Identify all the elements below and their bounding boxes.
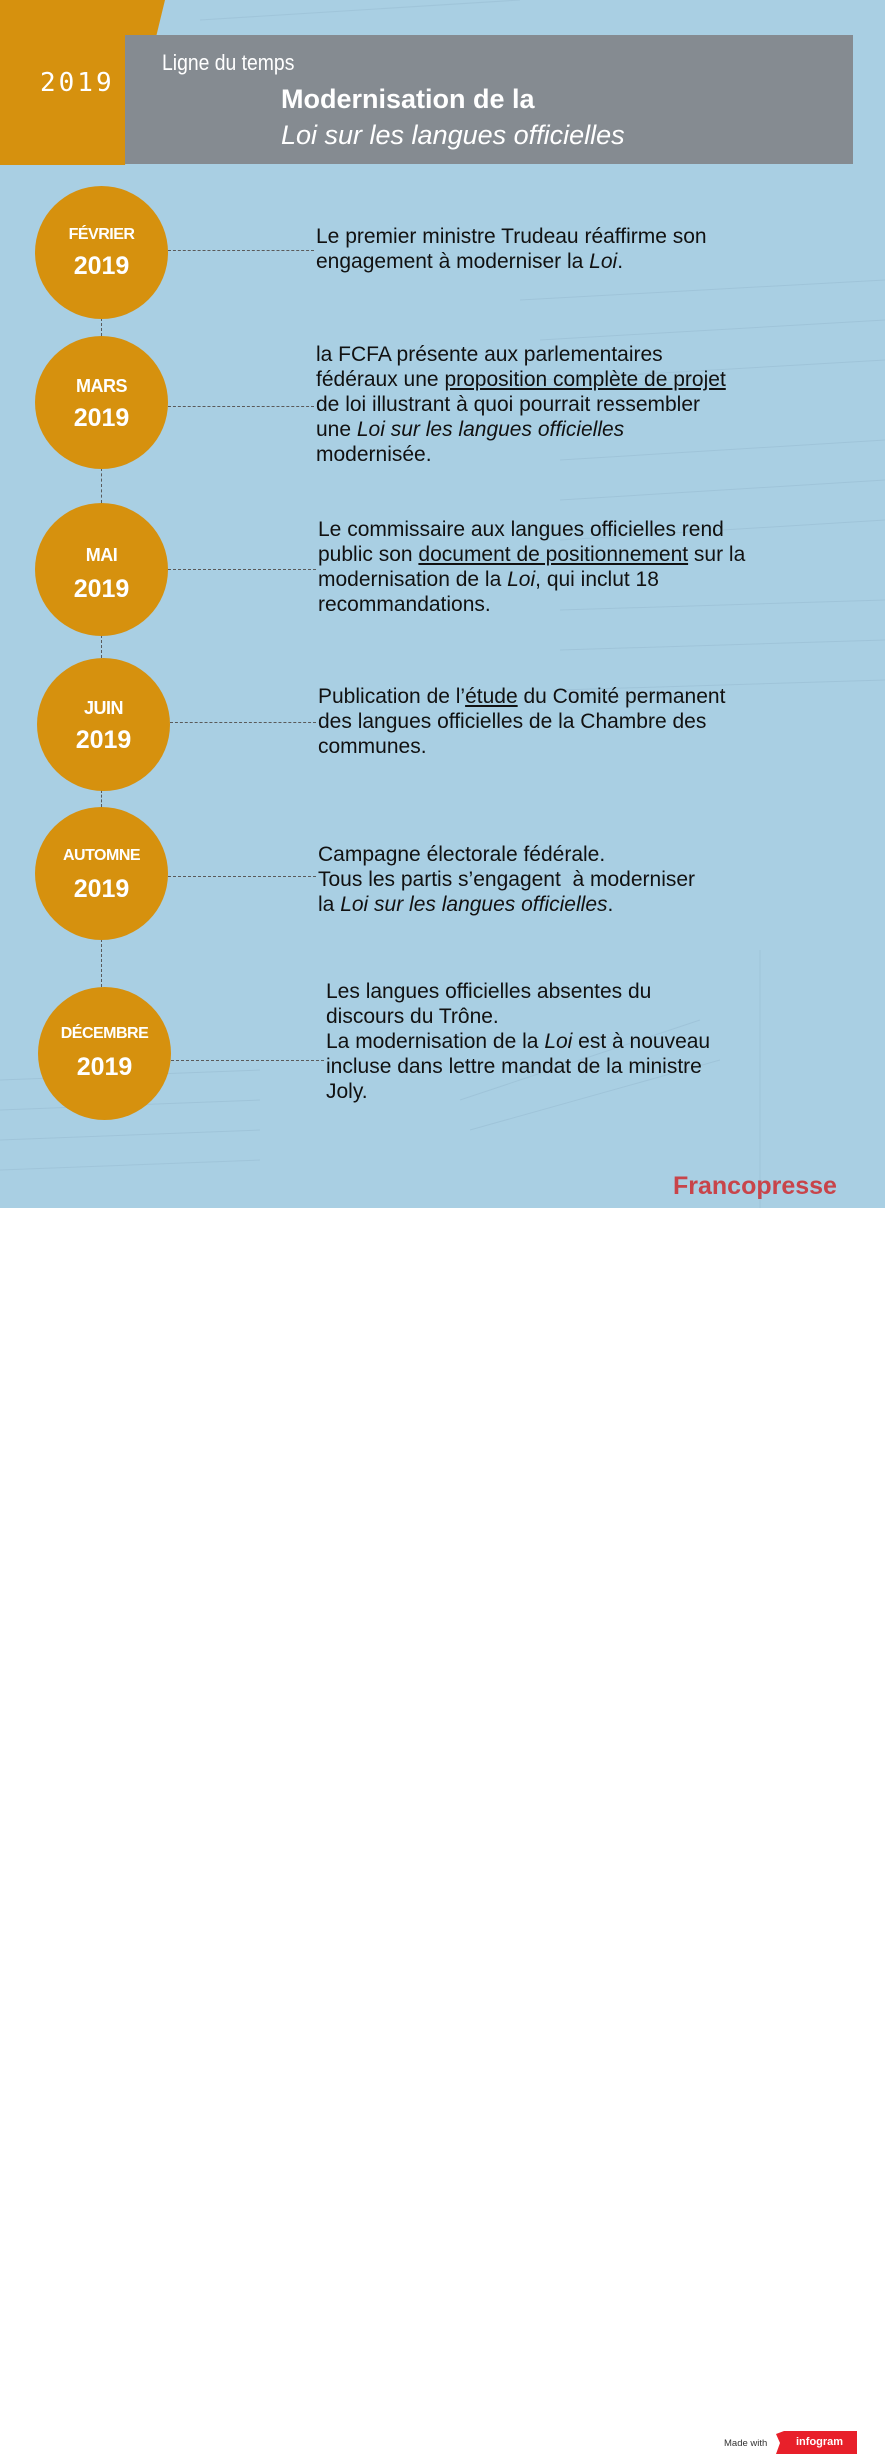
- timeline-connector: [101, 939, 102, 987]
- event-line: [318, 734, 725, 759]
- timeline-date-circle: [35, 336, 168, 469]
- header-year: 2019: [40, 68, 115, 98]
- timeline-connector: [101, 468, 102, 503]
- event-line: [316, 224, 707, 249]
- event-text-run: Tous les partis s’engagent à moderniser: [318, 868, 696, 891]
- timeline-year: 2019: [73, 252, 130, 280]
- event-text-run: sur la: [688, 543, 746, 566]
- event-text-run: Loi sur les langues officielles: [340, 893, 608, 916]
- timeline-leader-line: [170, 722, 316, 723]
- timeline-connector: [101, 635, 102, 658]
- timeline-event-text: [316, 342, 726, 467]
- event-text-run: , qui inclut 18: [535, 568, 659, 591]
- event-text-run: Loi: [589, 250, 618, 273]
- event-text-run: recommandations.: [318, 593, 491, 616]
- infographic-canvas: [0, 0, 885, 1208]
- event-text-run: du Comité permanent: [517, 685, 726, 708]
- event-line: [318, 592, 745, 617]
- event-text-run: est à nouveau: [572, 1030, 711, 1053]
- timeline-month: FÉVRIER: [68, 226, 135, 243]
- event-text-run: Loi sur les langues officielles: [356, 418, 625, 441]
- event-line: [316, 342, 726, 367]
- event-line: [318, 709, 725, 734]
- brand-francopresse: Francopresse: [673, 1172, 837, 1200]
- event-line: [316, 249, 707, 274]
- timeline-connector: [101, 790, 102, 807]
- timeline-leader-line: [171, 1060, 324, 1061]
- event-link[interactable]: proposition complète de projet: [444, 368, 726, 391]
- event-text-run: .: [617, 250, 624, 273]
- event-line: [318, 567, 745, 592]
- event-text-run: une: [316, 418, 357, 441]
- event-text-run: la FCFA présente aux parlementaires: [316, 343, 663, 366]
- timeline-year: 2019: [73, 404, 130, 432]
- event-text-run: .: [607, 893, 614, 916]
- timeline-date-circle: [35, 186, 168, 319]
- timeline-year: 2019: [73, 575, 130, 603]
- made-with-label: Made with: [724, 2438, 768, 2449]
- timeline-event-text: [318, 684, 725, 759]
- event-text-run: incluse dans lettre mandat de la ministre: [326, 1055, 702, 1078]
- timeline-year: 2019: [73, 875, 130, 903]
- event-text-run: Loi: [544, 1030, 573, 1053]
- timeline-event-text: [316, 224, 707, 274]
- event-line: [318, 842, 695, 867]
- event-line: [318, 867, 695, 892]
- event-text-run: Le premier ministre Trudeau réaffirme son: [316, 225, 707, 248]
- event-text-run: engagement à moderniser la: [316, 250, 590, 273]
- event-line: [326, 1029, 710, 1054]
- event-line: [318, 542, 745, 567]
- event-line: [316, 442, 726, 467]
- event-line: [316, 367, 726, 392]
- event-link[interactable]: étude: [465, 685, 518, 708]
- event-text-run: Publication de l’: [318, 685, 466, 708]
- event-line: [326, 1079, 710, 1104]
- header-subtitle: Ligne du temps: [162, 50, 295, 75]
- timeline-date-circle: [35, 807, 168, 940]
- timeline-month: JUIN: [83, 698, 123, 718]
- event-line: [326, 979, 710, 1004]
- timeline-leader-line: [168, 876, 316, 877]
- event-text-run: discours du Trône.: [326, 1005, 499, 1028]
- event-text-run: modernisée.: [316, 443, 432, 466]
- header-title-line1: Modernisation de la: [281, 84, 535, 114]
- infogram-logo-text[interactable]: infogram: [796, 2436, 844, 2448]
- event-line: [318, 684, 725, 709]
- timeline-leader-line: [168, 250, 314, 251]
- event-line: [326, 1054, 710, 1079]
- timeline-event-text: [326, 979, 710, 1104]
- timeline-event-text: [318, 842, 695, 917]
- event-text-run: des langues officielles de la Chambre des: [318, 710, 707, 733]
- event-line: [326, 1004, 710, 1029]
- event-text-run: La modernisation de la: [326, 1030, 545, 1053]
- event-text-run: de loi illustrant à quoi pourrait ressembler: [316, 393, 701, 416]
- timeline-date-circle: [35, 503, 168, 636]
- event-line: [316, 417, 726, 442]
- footer: [0, 1208, 885, 2449]
- timeline-leader-line: [168, 406, 314, 407]
- event-text-run: Loi: [507, 568, 536, 591]
- timeline-month: AUTOMNE: [62, 847, 141, 864]
- event-line: [318, 892, 695, 917]
- timeline-month: MARS: [76, 376, 127, 396]
- event-line: [318, 517, 745, 542]
- event-text-run: Le commissaire aux langues officielles rend: [318, 518, 724, 541]
- header-title-line2: Loi sur les langues officielles: [281, 120, 625, 150]
- event-link[interactable]: document de positionnement: [418, 543, 689, 566]
- event-text-run: fédéraux une: [316, 368, 445, 391]
- event-text-run: modernisation de la: [318, 568, 508, 591]
- event-text-run: la: [318, 893, 341, 916]
- timeline-month: MAI: [85, 545, 118, 565]
- event-line: [316, 392, 726, 417]
- timeline-month: DÉCEMBRE: [60, 1025, 149, 1042]
- timeline-connector: [101, 318, 102, 336]
- timeline-leader-line: [168, 569, 316, 570]
- event-text-run: Les langues officielles absentes du: [326, 980, 652, 1003]
- event-text-run: communes.: [318, 735, 427, 758]
- timeline-year: 2019: [75, 726, 132, 754]
- event-text-run: Campagne électorale fédérale.: [318, 843, 606, 866]
- timeline-year: 2019: [76, 1053, 133, 1081]
- event-text-run: public son: [318, 543, 419, 566]
- timeline-date-circle: [38, 987, 171, 1120]
- event-text-run: Joly.: [326, 1080, 368, 1103]
- timeline-date-circle: [37, 658, 170, 791]
- timeline-event-text: [318, 517, 745, 617]
